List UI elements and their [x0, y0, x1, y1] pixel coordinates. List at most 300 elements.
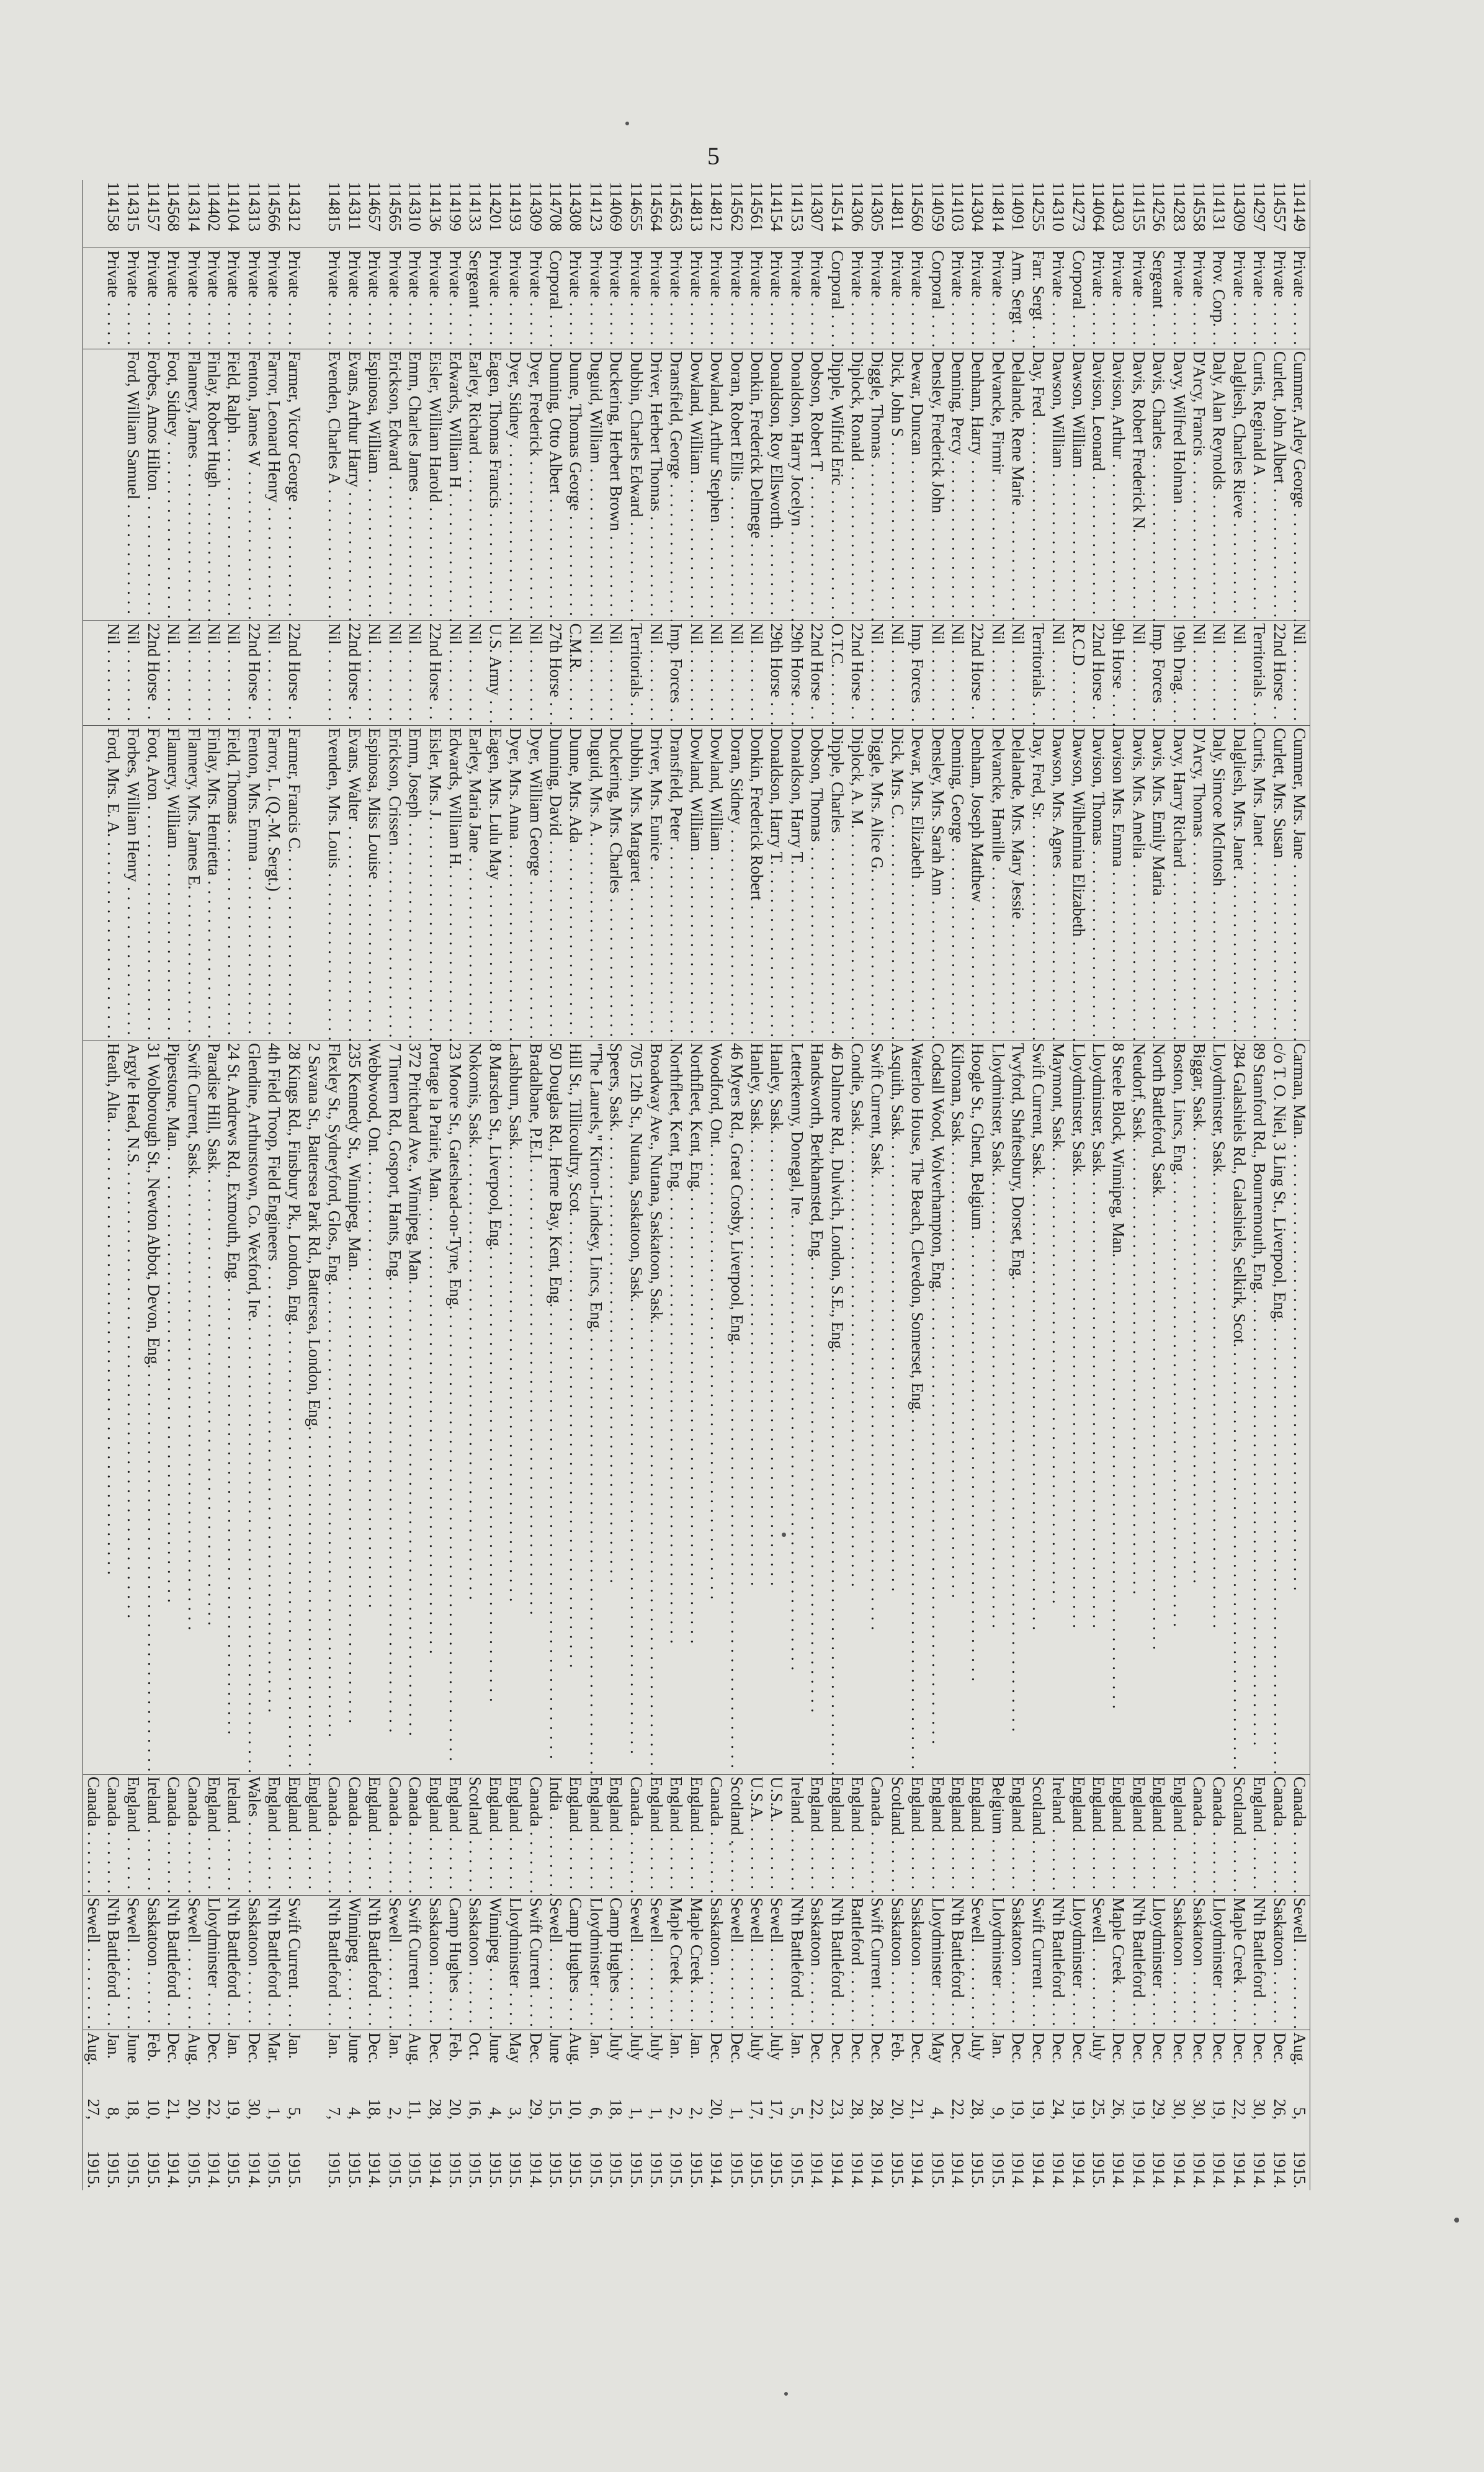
regimental-number: 114315: [124, 182, 143, 231]
soldier-name-cell: [1129, 349, 1148, 621]
birth-country-cell: [1269, 1775, 1289, 1896]
next-of-kin-cell: [506, 726, 525, 1041]
date-year: 1914.: [828, 2151, 847, 2188]
birth-country-cell: [1089, 1775, 1109, 1896]
kin-address: Nokomis, Sask. . . .: [466, 1043, 485, 1601]
rank-cell: [405, 248, 425, 349]
kin-address: Neudorf, Sask. . . .: [1130, 1043, 1148, 1595]
soldier-name: Evenden, Charles A . . .: [326, 351, 344, 621]
former-unit-cell: [707, 621, 726, 726]
rank-cell: [1249, 248, 1269, 349]
birth-country-cell: [1129, 1775, 1148, 1896]
rank: Private . . .: [145, 250, 163, 349]
next-of-kin-cell: [324, 726, 344, 1041]
birth-country-cell: [405, 1775, 425, 1896]
enlistment-place-cell: [988, 1896, 1008, 2030]
enlistment-date-cell: [1209, 2030, 1229, 2190]
next-of-kin: Dick, Mrs. C. . . .: [888, 728, 907, 1041]
enlistment-place-cell: [847, 1896, 867, 2030]
next-of-kin: Dobson, Thomas . . .: [808, 728, 826, 1041]
soldier-name: Eagen, Thomas Francis . . .: [486, 351, 505, 621]
enlistment-place-cell: [606, 1896, 626, 2030]
next-of-kin-cell: [787, 726, 807, 1041]
date-month: Jan.: [225, 2032, 244, 2059]
soldier-name-cell: [988, 349, 1008, 621]
kin-address-cell: [204, 1041, 224, 1774]
kin-address: Asquith, Sask. . . .: [888, 1043, 907, 1592]
enlistment-date-cell: [1249, 2030, 1269, 2190]
former-unit: 22nd Horse . . .: [426, 623, 445, 725]
date-month: Dec.: [1150, 2032, 1169, 2064]
soldier-name-cell: [707, 349, 726, 621]
next-of-kin-cell: [686, 726, 706, 1041]
soldier-name: Dunning, Otto Albert . . .: [547, 351, 565, 621]
next-of-kin: Duguid, Mrs. A. . . .: [587, 728, 606, 1041]
regimental-number-cell: [867, 180, 887, 248]
table-row: [264, 180, 284, 2190]
regimental-number-cell: [1249, 180, 1269, 248]
date-day: 25,: [1089, 2098, 1108, 2120]
soldier-name: Foot, Sidney . . .: [164, 351, 183, 621]
birth-country: U.S.A. . . .: [748, 1776, 766, 1896]
regimental-number: 114310: [406, 182, 425, 231]
date-year: 1914.: [808, 2151, 827, 2188]
former-unit-cell: [546, 621, 566, 726]
kin-address: Woodford, Ont. . . .: [707, 1043, 726, 1600]
date-year: 1915.: [225, 2151, 244, 2188]
birth-country-cell: [1229, 1775, 1249, 1896]
regimental-number-cell: [284, 180, 304, 248]
date-day: 22,: [808, 2098, 827, 2120]
table-row: [425, 180, 445, 2190]
next-of-kin-cell: [1229, 726, 1249, 1041]
table-row: [1089, 180, 1109, 2190]
birth-country-cell: [224, 1775, 244, 1896]
next-of-kin: Dawson, Wilhelmina Elizabeth . . .: [1070, 728, 1088, 1041]
kin-address-cell: [1189, 1041, 1209, 1774]
former-unit-cell: [305, 621, 324, 726]
next-of-kin-cell: [244, 726, 264, 1041]
birth-country-cell: [465, 1775, 485, 1896]
next-of-kin-cell: [123, 726, 143, 1041]
table-row: [988, 180, 1008, 2190]
kin-address-cell: [1068, 1041, 1088, 1774]
kin-address-cell: [606, 1041, 626, 1774]
birth-country-cell: [726, 1775, 746, 1896]
date-day: 4,: [486, 2107, 505, 2120]
birth-country-cell: [707, 1775, 726, 1896]
regimental-number: 114562: [727, 182, 746, 231]
enlistment-date-cell: [405, 2030, 425, 2190]
date-year: 1915.: [767, 2151, 787, 2188]
soldier-name: Davison, Arthur . . .: [1109, 351, 1128, 621]
kin-address: 705 12th St., Nutana, Saskatoon, Sask. . . .: [627, 1043, 646, 1755]
kin-address-cell: [707, 1041, 726, 1774]
soldier-name-cell: [365, 349, 385, 621]
kin-address-cell: [425, 1041, 445, 1774]
soldier-name-cell: [1109, 349, 1129, 621]
rank-cell: [465, 248, 485, 349]
next-of-kin: Edwards, William H. . . .: [446, 728, 465, 1041]
enlistment-place: Camp Hughes . . .: [607, 1897, 625, 2030]
date-day: 20,: [445, 2098, 465, 2120]
soldier-name: Donkin, Frederick Delmege . . .: [748, 351, 766, 621]
enlistment-place-cell: [506, 1896, 525, 2030]
regimental-number-cell: [646, 180, 666, 248]
soldier-name: Delvancke, Firmir . . .: [989, 351, 1008, 621]
soldier-name: Dalgliesh, Charles Rieve . . .: [1230, 351, 1249, 621]
kin-address: "The Laurels," Kirton-Lindsey, Lincs, Eng. . . .: [587, 1043, 606, 1775]
rank-cell: [365, 248, 385, 349]
rank-cell: [425, 248, 445, 349]
date-day: 1,: [647, 2107, 666, 2120]
enlistment-place-cell: [887, 1896, 907, 2030]
birth-country: Canada . . .: [185, 1776, 203, 1896]
kin-address-cell: [646, 1041, 666, 1774]
birth-country: Scotland . . .: [1230, 1776, 1249, 1896]
date-month: Dec.: [1169, 2032, 1189, 2064]
birth-country: England . . .: [1130, 1776, 1148, 1896]
birth-country: U.S.A. . . .: [767, 1776, 786, 1896]
kin-address-cell: [264, 1041, 284, 1774]
regimental-number: 114201: [486, 182, 505, 231]
date-day: 5,: [285, 2107, 304, 2120]
birth-country: England . . .: [848, 1776, 867, 1896]
enlistment-place: Swift Current . . .: [868, 1897, 887, 2030]
date-month: July: [1089, 2032, 1108, 2061]
rank: Private . . .: [285, 250, 304, 349]
former-unit: Nil . . .: [205, 623, 223, 725]
enlistment-place-cell: [365, 1896, 385, 2030]
ink-speck: [729, 1843, 731, 1845]
regimental-number-cell: [1169, 180, 1189, 248]
date-month: June: [345, 2032, 364, 2063]
former-unit: Nil . . .: [1049, 623, 1068, 725]
date-year: 1914.: [1230, 2151, 1249, 2188]
kin-address: 46 Myers Rd., Great Crosby, Liverpool, Eng. . . .: [728, 1043, 746, 1775]
soldier-name-cell: [948, 349, 968, 621]
rank-cell: [847, 248, 867, 349]
enlistment-place-cell: [827, 1896, 847, 2030]
regimental-number-cell: [726, 180, 746, 248]
regimental-number-cell: [827, 180, 847, 248]
rank: Private . . .: [446, 250, 465, 349]
birth-country-cell: [184, 1775, 203, 1896]
next-of-kin: Davis, Mrs. Amelia . . .: [1130, 728, 1148, 1041]
former-unit-cell: [1189, 621, 1209, 726]
rank: Private . . .: [748, 250, 766, 349]
date-day: 28,: [848, 2098, 867, 2120]
former-unit-cell: [345, 621, 365, 726]
former-unit: Nil . . .: [527, 623, 545, 725]
date-month: Jan.: [787, 2032, 807, 2059]
next-of-kin-cell: [908, 726, 928, 1041]
kin-address-cell: [104, 1041, 123, 1774]
former-unit: 22nd Horse . . .: [969, 623, 988, 725]
date-day: 29,: [526, 2098, 545, 2120]
next-of-kin-cell: [1109, 726, 1129, 1041]
date-month: Aug.: [406, 2032, 425, 2066]
former-unit: Territorials . . .: [627, 623, 646, 725]
birth-country: England . . .: [486, 1776, 505, 1896]
former-unit: Nil . . .: [949, 623, 967, 725]
soldier-name-cell: [726, 349, 746, 621]
table-row: [305, 180, 324, 2190]
table-row: [1269, 180, 1289, 2190]
date-day: 2,: [667, 2107, 686, 2120]
rank-cell: [1109, 248, 1129, 349]
date-year: 1915.: [607, 2151, 626, 2188]
former-unit-cell: [1149, 621, 1169, 726]
soldier-name-cell: [244, 349, 264, 621]
date-year: 1915.: [325, 2151, 344, 2188]
regimental-number: 114199: [445, 182, 465, 231]
date-year: 1915.: [144, 2151, 163, 2188]
enlistment-place: Swift Current . . .: [1029, 1897, 1048, 2030]
regimental-number: 114303: [1109, 182, 1129, 231]
birth-country: England . . .: [667, 1776, 686, 1896]
birth-country-cell: [244, 1775, 264, 1896]
rank-cell: [123, 248, 143, 349]
former-unit: Nil . . .: [707, 623, 726, 725]
birth-country: England . . .: [687, 1776, 706, 1896]
former-unit: 9th Horse . . .: [1109, 623, 1128, 725]
next-of-kin: Dewar, Mrs. Elizabeth . . .: [908, 728, 927, 1041]
date-day: 9,: [988, 2107, 1008, 2120]
next-of-kin: Dyer, William George . . .: [527, 728, 545, 1041]
enlistment-place-cell: [123, 1896, 143, 2030]
kin-address-cell: [385, 1041, 405, 1774]
rank: Sergeant . . .: [466, 250, 485, 349]
rank: Private . . .: [185, 250, 203, 349]
table-row: [726, 180, 746, 2190]
next-of-kin: Doran, Sidney . . .: [728, 728, 746, 1041]
enlistment-place: Saskatoon . . .: [1170, 1897, 1189, 2030]
former-unit: Imp. Forces . . .: [908, 623, 927, 725]
regimental-number-cell: [143, 180, 163, 248]
soldier-name-cell: [184, 349, 203, 621]
birth-country-cell: [425, 1775, 445, 1896]
date-day: 27,: [84, 2098, 103, 2120]
soldier-name-cell: [626, 349, 646, 621]
birth-country: England . . .: [1170, 1776, 1189, 1896]
next-of-kin: Davison, Thomas . . .: [1089, 728, 1108, 1041]
table-row: [405, 180, 425, 2190]
former-unit: 22nd Horse . . .: [346, 623, 364, 725]
date-month: Dec.: [828, 2032, 847, 2064]
date-day: 7,: [325, 2107, 344, 2120]
ink-speck: [625, 122, 629, 125]
birth-country-cell: [948, 1775, 968, 1896]
former-unit-cell: [425, 621, 445, 726]
enlistment-date-cell: [143, 2030, 163, 2190]
enlistment-date-cell: [244, 2030, 264, 2190]
table-row: [787, 180, 807, 2190]
kin-address: Hanley, Sask. . . .: [767, 1043, 786, 1587]
soldier-name-cell: [767, 349, 787, 621]
date-year: 1914.: [1009, 2151, 1028, 2188]
date-month: Jan.: [385, 2032, 405, 2059]
enlistment-place-cell: [726, 1896, 746, 2030]
former-unit-cell: [787, 621, 807, 726]
date-month: Dec.: [1129, 2032, 1148, 2064]
next-of-kin: Davis, Mrs. Emily Maria . . .: [1150, 728, 1168, 1041]
birth-country: England . . .: [607, 1776, 625, 1896]
kin-address: Lloydminster, Sask. . . .: [1070, 1043, 1088, 1629]
birth-country: England . . .: [908, 1776, 927, 1896]
former-unit: 22nd Horse . . .: [245, 623, 264, 725]
date-day: 28,: [868, 2098, 887, 2120]
former-unit-cell: [566, 621, 586, 726]
enlistment-place-cell: [807, 1896, 827, 2030]
enlistment-date-cell: [968, 2030, 988, 2190]
kin-address-cell: [1028, 1041, 1048, 1774]
kin-address-cell: [485, 1041, 505, 1774]
rank-cell: [767, 248, 787, 349]
enlistment-date-cell: [1229, 2030, 1249, 2190]
enlistment-date-cell: [284, 2030, 304, 2190]
rank-cell: [807, 248, 827, 349]
date-year: 1915.: [285, 2151, 304, 2188]
regimental-number-cell: [164, 180, 184, 248]
soldier-name-cell: [345, 349, 365, 621]
rank: Corporal . . .: [828, 250, 847, 349]
next-of-kin: Eisler, Mrs. J. . . .: [426, 728, 445, 1041]
rank-cell: [747, 248, 767, 349]
enlistment-place-cell: [586, 1896, 606, 2030]
kin-address-cell: [305, 1041, 324, 1774]
former-unit-cell: [1269, 621, 1289, 726]
date-year: 1915.: [667, 2151, 686, 2188]
date-year: 1915.: [345, 2151, 364, 2188]
soldier-name: Donaldson, Roy Ellsworth . . .: [767, 351, 786, 621]
soldier-name-cell: [425, 349, 445, 621]
regimental-number: 114193: [506, 182, 525, 231]
enlistment-date-cell: [104, 2030, 123, 2190]
kin-address: 23 Moore St., Gateshead-on-Tyne, Eng. . . .: [446, 1043, 465, 1762]
regimental-number-cell: [425, 180, 445, 248]
enlistment-place: N'th Battleford . . .: [828, 1897, 847, 2030]
regimental-number: 114103: [949, 182, 968, 231]
enlistment-place: N'th Battleford . . .: [1049, 1897, 1068, 2030]
birth-country-cell: [767, 1775, 787, 1896]
former-unit-cell: [244, 621, 264, 726]
date-year: 1914.: [365, 2151, 385, 2188]
birth-country: Canada . . .: [84, 1776, 103, 1896]
enlistment-place: Saskatoon . . .: [707, 1897, 726, 2030]
date-year: 1915.: [506, 2151, 525, 2188]
date-month: Jan.: [687, 2032, 706, 2059]
kin-address-cell: [1109, 1041, 1129, 1774]
birth-country: England . . .: [265, 1776, 284, 1896]
rank: Private . . .: [908, 250, 927, 349]
former-unit: Nil . . .: [406, 623, 424, 725]
kin-address-cell: [968, 1041, 988, 1774]
kin-address-cell: [626, 1041, 646, 1774]
rank-cell: [1068, 248, 1088, 349]
rank: Private . . .: [888, 250, 907, 349]
next-of-kin-cell: [143, 726, 163, 1041]
kin-address-cell: [666, 1041, 686, 1774]
date-month: Jan.: [667, 2032, 686, 2059]
rank-cell: [867, 248, 887, 349]
enlistment-date-cell: [666, 2030, 686, 2190]
kin-address-cell: [324, 1041, 344, 1774]
kin-address: Twyford, Shaftesbury, Dorset, Eng. . . .: [1009, 1043, 1027, 1732]
enlistment-place-cell: [264, 1896, 284, 2030]
enlistment-date-cell: [465, 2030, 485, 2190]
next-of-kin-cell: [485, 726, 505, 1041]
enlistment-place: Saskatoon . . .: [1271, 1897, 1289, 2030]
rank-cell: [525, 248, 545, 349]
kin-address: Hanley, Sask. . . .: [748, 1043, 766, 1587]
soldier-name: Field, Ralph . . .: [225, 351, 243, 621]
date-day: 19,: [1210, 2098, 1229, 2120]
regimental-number-cell: [626, 180, 646, 248]
table-row: [284, 180, 304, 2190]
next-of-kin: Dunne, Mrs. Ada . . .: [566, 728, 585, 1041]
rank-cell: [345, 248, 365, 349]
date-year: 1914.: [1109, 2151, 1129, 2188]
date-month: Dec.: [707, 2032, 726, 2064]
regimental-number-cell: [948, 180, 968, 248]
enlistment-place: Lloydminster . . .: [989, 1897, 1008, 2030]
kin-address: Biggar, Sask. . . .: [1190, 1043, 1209, 1584]
table-row: [566, 180, 586, 2190]
kin-address: c/o T. O. Niel, 3 Ling St., Liverpool, Eng. . . .: [1271, 1043, 1289, 1775]
enlistment-place: Battleford . . .: [848, 1897, 867, 2030]
next-of-kin: Curtis, Mrs. Janet . . .: [1250, 728, 1269, 1041]
former-unit: 29th Horse . . .: [788, 623, 807, 725]
enlistment-place-cell: [305, 1896, 324, 2030]
soldier-name: Dewar, Duncan . . .: [908, 351, 927, 621]
former-unit-cell: [626, 621, 646, 726]
enlistment-place: Sewell . . .: [386, 1897, 405, 2030]
enlistment-place-cell: [143, 1896, 163, 2030]
date-month: Aug.: [84, 2032, 103, 2066]
rank: Private . . .: [808, 250, 826, 349]
date-year: 1915.: [466, 2151, 485, 2188]
enlistment-place: Sewell . . .: [1290, 1897, 1309, 2030]
former-unit: Nil . . .: [868, 623, 887, 725]
former-unit-cell: [224, 621, 244, 726]
soldier-name-cell: [83, 349, 104, 621]
former-unit: 22nd Horse . . .: [808, 623, 826, 725]
date-day: 2,: [385, 2107, 405, 2120]
kin-address-cell: [546, 1041, 566, 1774]
rank-cell: [988, 248, 1008, 349]
enlistment-place-cell: [405, 1896, 425, 2030]
regimental-number-cell: [385, 180, 405, 248]
date-day: 17,: [748, 2098, 767, 2120]
regimental-number-cell: [305, 180, 324, 248]
regimental-number: 114563: [667, 182, 686, 231]
former-unit-cell: [747, 621, 767, 726]
date-month: Dec.: [949, 2032, 968, 2064]
next-of-kin: Delalande, Mrs. Mary Jessie . . .: [1009, 728, 1027, 1041]
former-unit-cell: [525, 621, 545, 726]
next-of-kin-cell: [767, 726, 787, 1041]
kin-address-cell: [345, 1041, 365, 1774]
regimental-number: 114059: [928, 182, 947, 231]
next-of-kin: Davy, Harry Richard . . .: [1170, 728, 1189, 1041]
former-unit: Nil . . .: [386, 623, 405, 725]
date-year: 1914.: [1250, 2151, 1269, 2188]
date-day: 5,: [787, 2107, 807, 2120]
date-day: 19,: [1009, 2098, 1028, 2120]
rank: Corporal . . .: [929, 250, 947, 349]
date-month: Feb.: [888, 2032, 907, 2062]
